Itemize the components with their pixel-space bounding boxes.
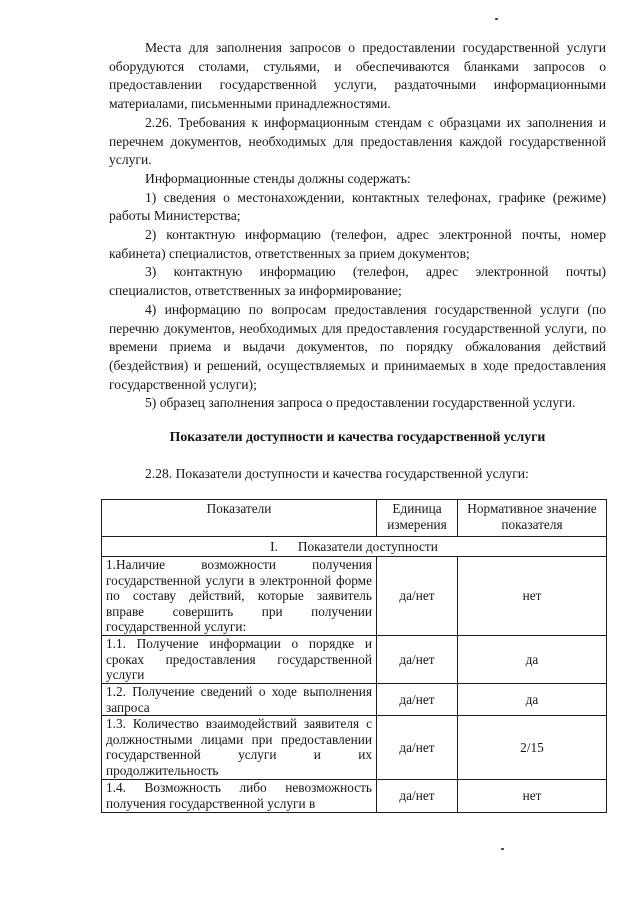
- row-value: да: [458, 684, 607, 716]
- paragraph: Места для заполнения запросов о предоставлении государственной услуги оборудуются столами, стульями, и обеспечиваются бланками запросов о предоставлении государственной услуги, раздаточными информационными материалами, письменными принадлежностями.: [109, 40, 606, 112]
- row-name: 1.4. Возможность либо невозможность получения государственной услуги в: [102, 780, 377, 813]
- list-item: 1) сведения о местонахождении, контактных телефонах, графике (режиме) работы Министерства;: [109, 189, 606, 224]
- row-name: 1.3. Количество взаимодействий заявителя с должностными лицами при предоставлении государственной услуги и их продолжительность: [102, 716, 377, 780]
- row-unit: да/нет: [377, 684, 458, 716]
- row-unit: да/нет: [377, 557, 458, 636]
- list-item: 4) информацию по вопросам предоставления государственной услуги (по перечню документов, необходимых для предоставления государственной услуги, по времени приема и выдачи документов, по порядку обжалования действий (бездействия) и решений, осуществляемых и принимаемых в ходе предоставления государственной услуги);: [109, 301, 606, 392]
- list-item: 3) контактную информацию (телефон, адрес электронной почты) специалистов, ответственных за информирование;: [109, 264, 606, 299]
- table-header-row: [102, 500, 607, 537]
- table-row: [102, 684, 607, 716]
- row-unit: да/нет: [377, 780, 458, 813]
- row-value: да: [458, 636, 607, 684]
- body-text: [109, 39, 606, 413]
- row-name: 1.1. Получение информации о порядке и сроках предоставления государственной услуги: [102, 636, 377, 684]
- indicators-table: [101, 499, 607, 813]
- header-indicators: Показатели: [102, 500, 377, 537]
- list-item: 5) образец заполнения запроса о предоставлении государственной услуги.: [145, 395, 576, 411]
- row-unit: да/нет: [377, 716, 458, 780]
- table-section-row: [102, 537, 607, 557]
- table-row: [102, 636, 607, 684]
- section-title: Показатели доступности и качества государственной услуги: [169, 429, 546, 444]
- header-unit: Единица измерения: [377, 500, 458, 537]
- row-name: 1.2. Получение сведений о ходе выполнения запроса: [102, 684, 377, 716]
- row-name: 1.Наличие возможности получения государственной услуги в электронной форме по составу действий, которые заявитель вправе совершить при получении государственной услуги:: [102, 557, 377, 636]
- row-unit: да/нет: [377, 636, 458, 684]
- paragraph: 2.26. Требования к информационным стендам с образцами их заполнения и перечнем документов, необходимых для предоставления каждой государственной услуги.: [109, 114, 606, 168]
- table-row: [102, 557, 607, 636]
- header-norm: Нормативное значение показателя: [458, 500, 607, 537]
- table-row: [102, 780, 607, 813]
- row-value: 2/15: [458, 716, 607, 780]
- table-intro: 2.28. Показатели доступности и качества государственной услуги:: [145, 466, 529, 481]
- row-value: нет: [458, 557, 607, 636]
- paragraph: Информационные стенды должны содержать:: [145, 170, 411, 186]
- table-row: [102, 716, 607, 780]
- scan-speck: [495, 18, 498, 20]
- row-value: нет: [458, 780, 607, 813]
- list-item: 2) контактную информацию (телефон, адрес электронной почты, номер кабинета) специалистов, ответственных за прием документов;: [109, 227, 606, 261]
- section-accessibility: I. Показатели доступности: [102, 537, 607, 557]
- scan-speck: [501, 848, 504, 850]
